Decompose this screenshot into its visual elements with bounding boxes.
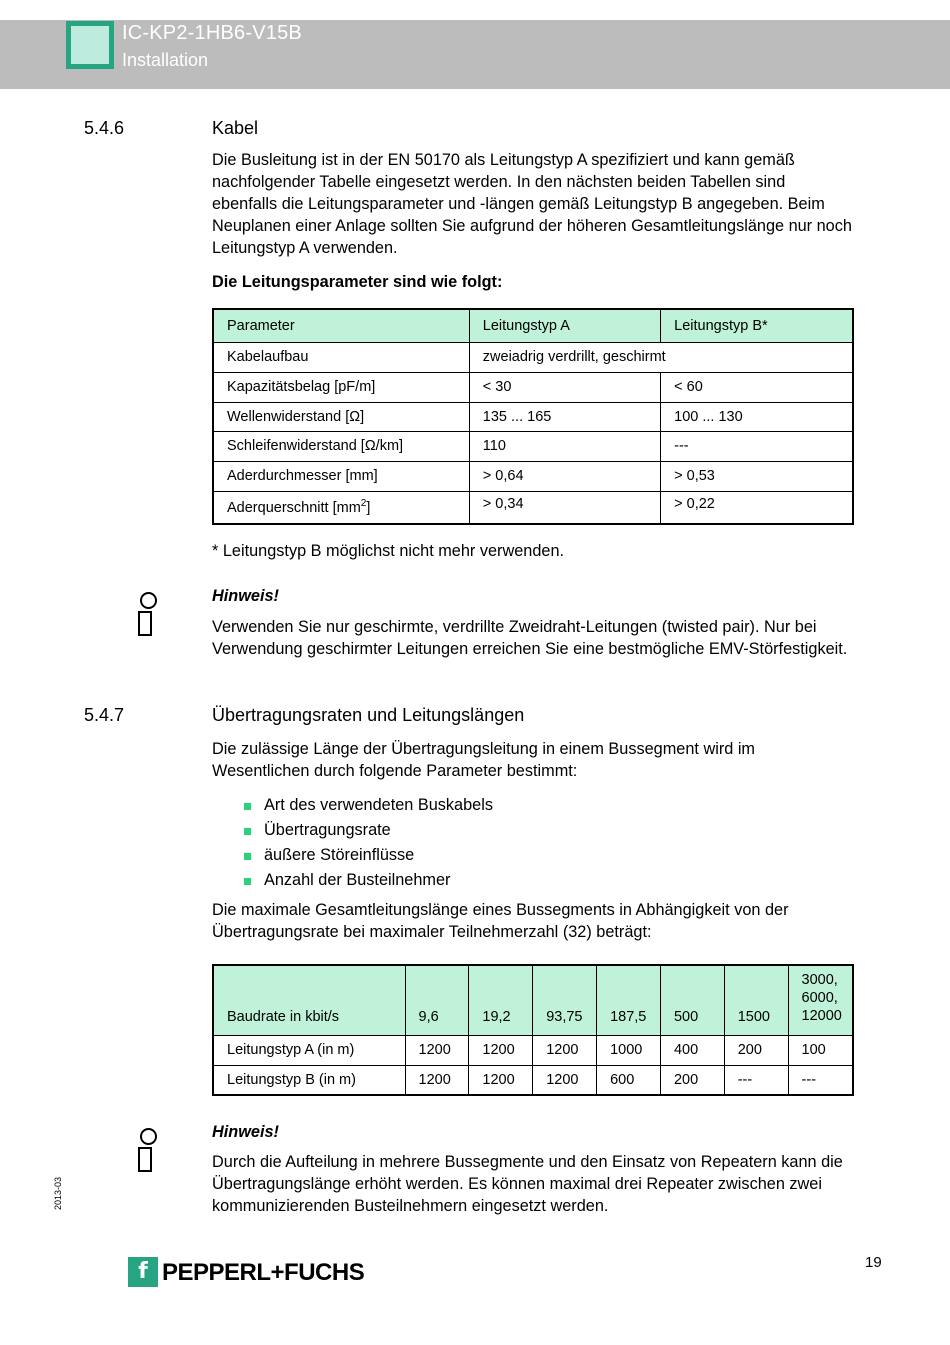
table-cell: < 30: [469, 372, 660, 402]
table-cell: Leitungstyp A (in m): [213, 1035, 405, 1065]
table-cell: 1200: [469, 1065, 533, 1095]
table-header-cell: Parameter: [213, 309, 469, 342]
table-cell: > 0,22: [661, 491, 853, 524]
paragraph-text: Die Busleitung ist in der EN 50170 als Leitungstyp A spezifiziert und kann gemäß nachfolgender Tabelle eingesetzt werden. In den nächsten beiden Tabellen sind ebenfalls die Leitungsparameter und -längen gemäß Leitungstyp B angegeben. Beim Neuplanen einer Anlage sollten Sie aufgrund der höheren Gesamtleitungslänge nur noch Leitungstyp A verwenden.: [212, 151, 852, 257]
table-header-row: [213, 965, 853, 1035]
info-icon: [137, 1128, 159, 1178]
table-cell: Aderdurchmesser [mm]: [213, 461, 469, 491]
table-header-cell: 93,75: [533, 965, 597, 1035]
table-cell: 400: [660, 1035, 724, 1065]
table-cell: [213, 491, 469, 524]
table-header-cell: 19,2: [469, 965, 533, 1035]
header-line: 3000,: [801, 971, 838, 988]
table-cell: > 0,34: [469, 491, 660, 524]
table-header-cell: Leitungstyp B*: [661, 309, 853, 342]
table-header-cell: [788, 965, 853, 1035]
section-number: 5.4.7: [84, 705, 125, 725]
table-cell: < 60: [661, 372, 853, 402]
table-row: [213, 431, 853, 461]
superscript: 2: [360, 498, 367, 510]
list-item: [244, 818, 493, 843]
table-cell: 200: [724, 1035, 788, 1065]
table-row: [213, 1065, 853, 1095]
parameter-list: [244, 793, 493, 893]
bullet-icon: [244, 878, 251, 885]
table-row: [213, 1035, 853, 1065]
header-logo-box: [66, 21, 114, 69]
table-cell: 1200: [533, 1035, 597, 1065]
table-cell: Kapazitätsbelag [pF/m]: [213, 372, 469, 402]
section-paragraph: [212, 149, 852, 259]
table-cell: 1200: [533, 1065, 597, 1095]
bullet-icon: [244, 828, 251, 835]
bullet-icon: [244, 853, 251, 860]
table-header-cell: Baudrate in kbit/s: [213, 965, 405, 1035]
note-text: Verwenden Sie nur geschirmte, verdrillte Zweidraht-Leitungen (twisted pair). Nur bei Verwendung geschirmter Leitungen erreichen Sie eine bestmögliche EMV-Störfestigkeit.: [212, 618, 848, 658]
section-title: Übertragungsraten und Leitungslängen: [212, 705, 525, 725]
print-date: 2013-03: [53, 1176, 63, 1210]
header-line: 6000,: [801, 989, 838, 1006]
table-cell: 1200: [469, 1035, 533, 1065]
table-cell: Schleifenwiderstand [Ω/km]: [213, 431, 469, 461]
list-item-text: Art des verwendeten Buskabels: [264, 796, 493, 814]
table-cell: 600: [597, 1065, 661, 1095]
header-logo-inner: [71, 26, 109, 64]
table-header-cell: 9,6: [405, 965, 469, 1035]
table-footnote: * Leitungstyp B möglichst nicht mehr verwenden.: [212, 542, 565, 560]
note-text: Durch die Aufteilung in mehrere Bussegmente und den Einsatz von Repeatern kann die Übertragungslänge erhöht werden. Es können maximal drei Repeater zwischen zwei kommunizierenden Busteilnehmern eingesetzt werden.: [212, 1153, 843, 1215]
section-title: Kabel: [212, 118, 259, 138]
section-intro: Die zulässige Länge der Übertragungsleitung in einem Bussegment wird im Wesentlichen durch folgende Parameter bestimmt:: [212, 740, 755, 780]
table-cell: Wellenwiderstand [Ω]: [213, 402, 469, 431]
chapter-title: Installation: [122, 50, 209, 70]
table-header-cell: Leitungstyp A: [469, 309, 660, 342]
table-header-cell: 1500: [724, 965, 788, 1035]
table-row: [213, 402, 853, 431]
document-title: IC-KP2-1HB6-V15B: [122, 22, 302, 44]
list-item-text: Übertragungsrate: [264, 821, 391, 839]
section-paragraph: Die maximale Gesamtleitungslänge eines Bussegments in Abhängigkeit von der Übertragungsrate bei maximaler Teilnehmerzahl (32) beträgt:: [212, 901, 789, 941]
table-row: [213, 342, 853, 372]
cell-text-end: ]: [366, 500, 371, 517]
table-cell: ---: [661, 431, 853, 461]
table-cell: ---: [788, 1065, 853, 1095]
table-cell: zweiadrig verdrillt, geschirmt: [469, 342, 853, 372]
list-item: [244, 843, 493, 868]
cable-parameters-table: [212, 308, 854, 525]
table-heading: Die Leitungsparameter sind wie folgt:: [212, 273, 503, 291]
table-header-cell: 187,5: [597, 965, 661, 1035]
table-cell: 135 ... 165: [469, 402, 660, 431]
info-icon: [137, 592, 159, 642]
page-header: [0, 20, 950, 89]
table-header-row: [213, 309, 853, 342]
cell-text: Aderquerschnitt [mm: [227, 500, 361, 517]
table-row: [213, 372, 853, 402]
header-line: 12000: [801, 1007, 842, 1024]
table-cell: 200: [660, 1065, 724, 1095]
page-number: 19: [865, 1254, 882, 1271]
list-item-text: äußere Störeinflüsse: [264, 846, 415, 864]
list-item: [244, 868, 493, 893]
table-cell: ---: [724, 1065, 788, 1095]
table-cell: > 0,64: [469, 461, 660, 491]
baudrate-table: [212, 964, 854, 1096]
table-header-cell: 500: [660, 965, 724, 1035]
section-number: 5.4.6: [84, 118, 125, 138]
table-cell: Kabelaufbau: [213, 342, 469, 372]
table-row: [213, 491, 853, 524]
table-cell: 100 ... 130: [661, 402, 853, 431]
list-item-text: Anzahl der Busteilnehmer: [264, 871, 451, 889]
bullet-icon: [244, 803, 251, 810]
table-cell: 1200: [405, 1065, 469, 1095]
table-cell: 1000: [597, 1035, 661, 1065]
table-cell: 110: [469, 431, 660, 461]
table-cell: 100: [788, 1035, 853, 1065]
table-cell: Leitungstyp B (in m): [213, 1065, 405, 1095]
brand-logo-mark: f: [128, 1257, 158, 1287]
table-cell: 1200: [405, 1035, 469, 1065]
brand-name: PEPPERL+FUCHS: [162, 1259, 365, 1286]
table-row: [213, 461, 853, 491]
note-heading: Hinweis!: [212, 1123, 279, 1141]
note-heading: Hinweis!: [212, 587, 279, 605]
table-cell: > 0,53: [661, 461, 853, 491]
list-item: [244, 793, 493, 818]
